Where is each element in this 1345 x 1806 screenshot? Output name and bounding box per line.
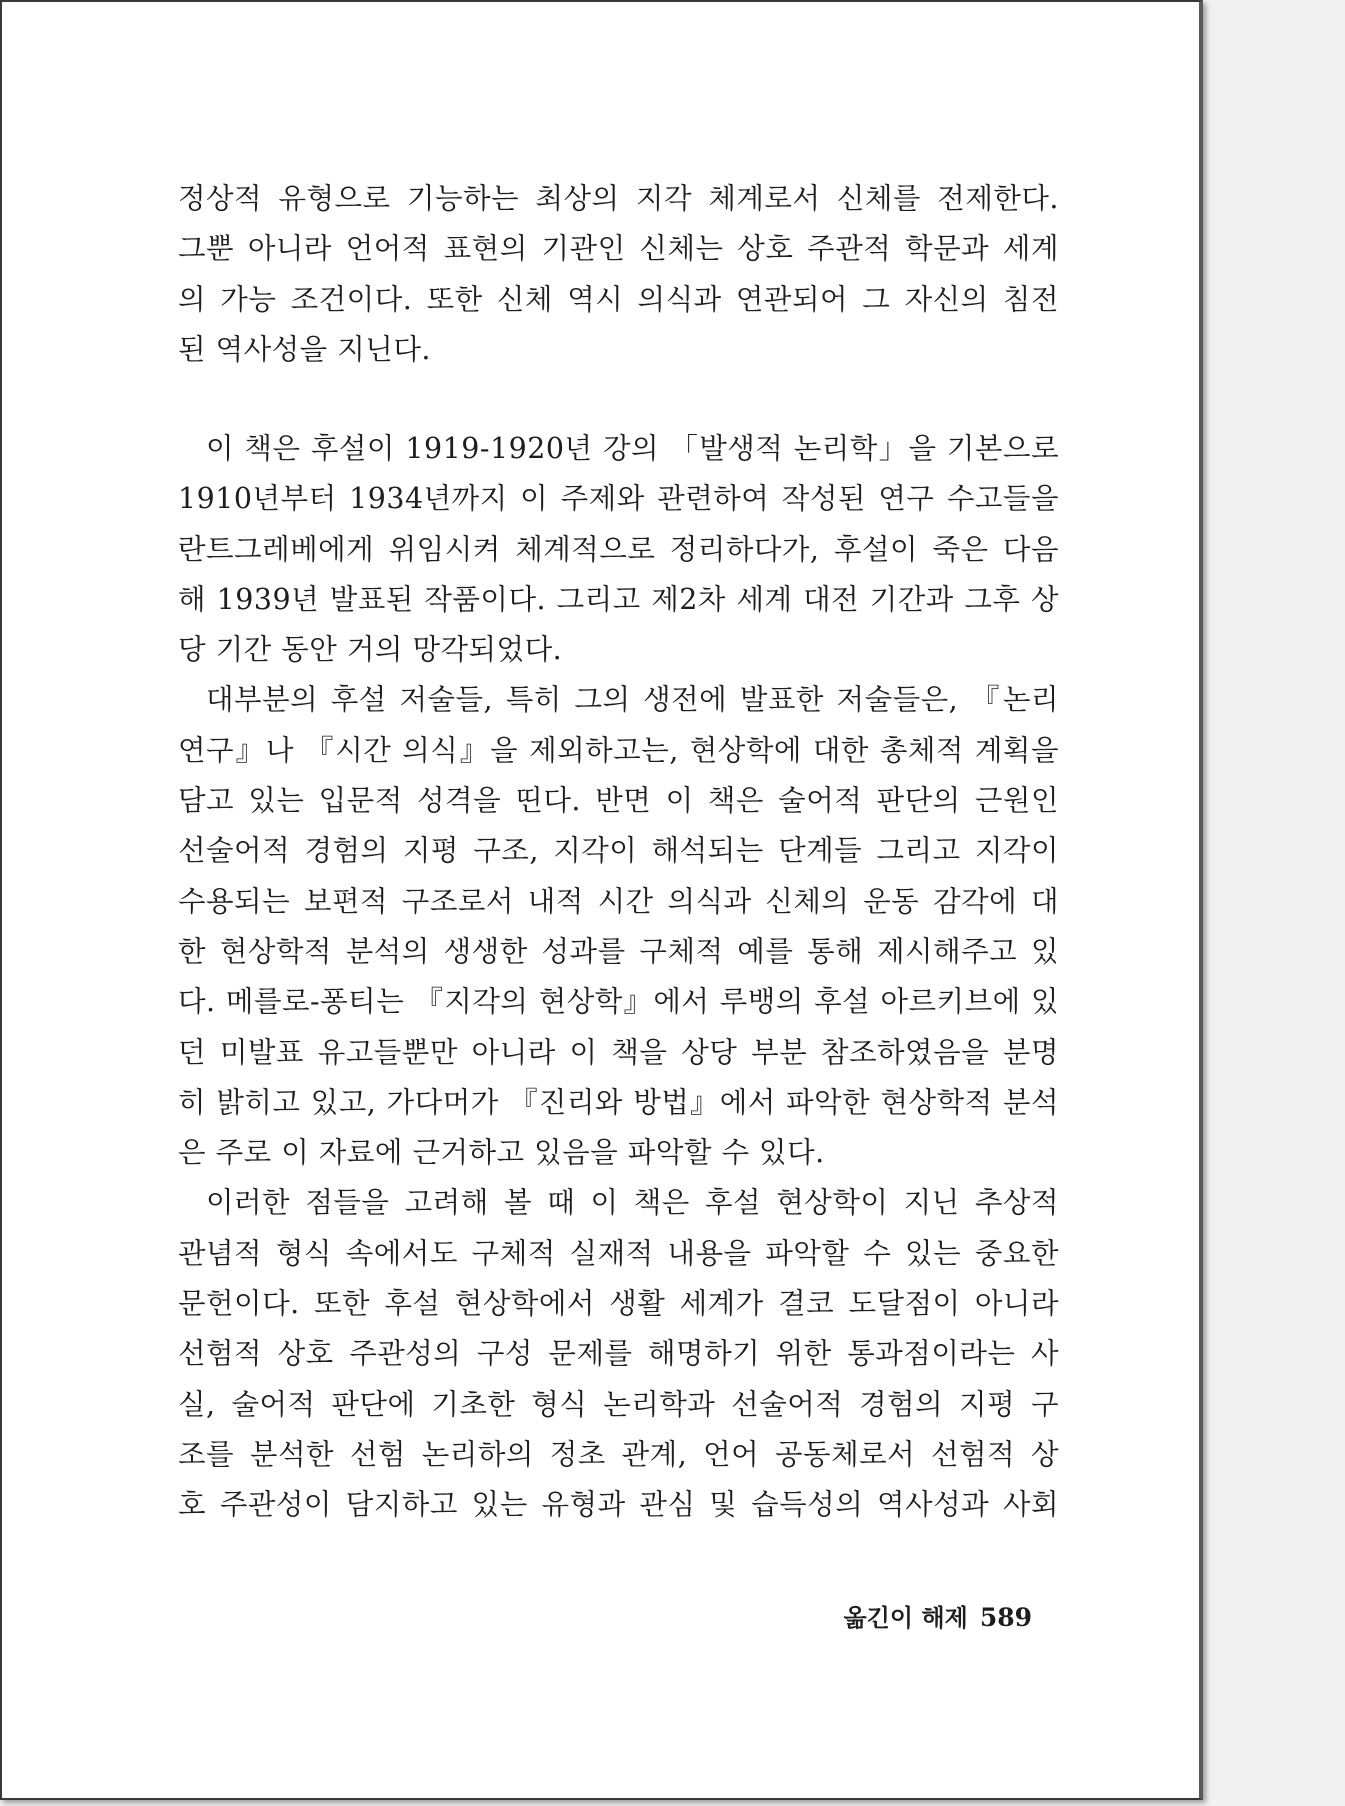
text-line: 관념적 형식 속에서도 구체적 실재적 내용을 파악할 수 있는 중요한 — [178, 1236, 1059, 1270]
text-line: 대부분의 후설 저술들, 특히 그의 생전에 발표한 저술들은, 『논리 — [206, 683, 1059, 717]
text-line: 된 역사성을 지닌다. — [178, 332, 431, 366]
footer-label: 옮긴이 해제 — [843, 1604, 968, 1632]
text-line: 란트그레베에게 위임시켜 체계적으로 정리하다가, 후설이 죽은 다음 — [178, 532, 1059, 566]
text-line: 담고 있는 입문적 성격을 띤다. 반면 이 책은 술어적 판단의 근원인 — [178, 784, 1059, 818]
text-line: 호 주관성이 담지하고 있는 유형과 관심 및 습득성의 역사성과 사회 — [178, 1488, 1059, 1522]
text-line: 선험적 상호 주관성의 구성 문제를 해명하기 위한 통과점이라는 사 — [178, 1337, 1059, 1371]
text-line: 수용되는 보편적 구조로서 내적 시간 의식과 신체의 운동 감각에 대 — [178, 884, 1059, 918]
text-line: 연구』나 『시간 의식』을 제외하고는, 현상학에 대한 총체적 계획을 — [178, 733, 1059, 767]
text-line: 다. 메를로-퐁티는 『지각의 현상학』에서 루뱅의 후설 아르키브에 있 — [178, 985, 1059, 1019]
text-line: 조를 분석한 선험 논리하의 정초 관계, 언어 공동체로서 선험적 상 — [178, 1437, 1059, 1471]
text-line: 당 기간 동안 거의 망각되었다. — [178, 633, 563, 667]
running-footer — [842, 1598, 1032, 1633]
text-line: 문헌이다. 또한 후설 현상학에서 생활 세계가 결코 도달점이 아니라 — [178, 1287, 1059, 1321]
text-line: 은 주로 이 자료에 근거하고 있음을 파악할 수 있다. — [178, 1136, 825, 1170]
text-line: 한 현상학적 분석의 생생한 성과를 구체적 예를 통해 제시해주고 있 — [178, 934, 1059, 968]
text-block-top — [178, 174, 1059, 375]
text-line: 실, 술어적 판단에 기초한 형식 논리학과 선술어적 경험의 지평 구 — [178, 1387, 1059, 1421]
text-block-main — [178, 424, 1059, 1531]
text-line: 이 책은 후설이 1919-1920년 강의 「발생적 논리학」을 기본으로 — [206, 432, 1059, 465]
text-line: 해 1939년 발표된 작품이다. 그리고 제2차 세계 대전 기간과 그후 상 — [178, 582, 1059, 616]
text-line: 의 가능 조건이다. 또한 신체 역시 의식과 연관되어 그 자신의 침전 — [178, 282, 1059, 316]
text-line: 1910년부터 1934년까지 이 주제와 관련하여 작성된 연구 수고들을 — [178, 482, 1059, 516]
text-line: 히 밝히고 있고, 가다머가 『진리와 방법』에서 파악한 현상학적 분석 — [178, 1085, 1059, 1119]
text-line: 정상적 유형으로 기능하는 최상의 지각 체계로서 신체를 전제한다. — [178, 182, 1059, 215]
text-line: 그뿐 아니라 언어적 표현의 기관인 신체는 상호 주관적 학문과 세계 — [178, 232, 1059, 266]
page-number: 589 — [979, 1603, 1032, 1632]
text-line: 던 미발표 유고들뿐만 아니라 이 책을 상당 부분 참조하였음을 분명 — [178, 1035, 1059, 1069]
text-line: 이러한 점들을 고려해 볼 때 이 책은 후설 현상학이 지닌 추상적 — [206, 1186, 1059, 1220]
text-line: 선술어적 경험의 지평 구조, 지각이 해석되는 단계들 그리고 지각이 — [178, 834, 1059, 868]
